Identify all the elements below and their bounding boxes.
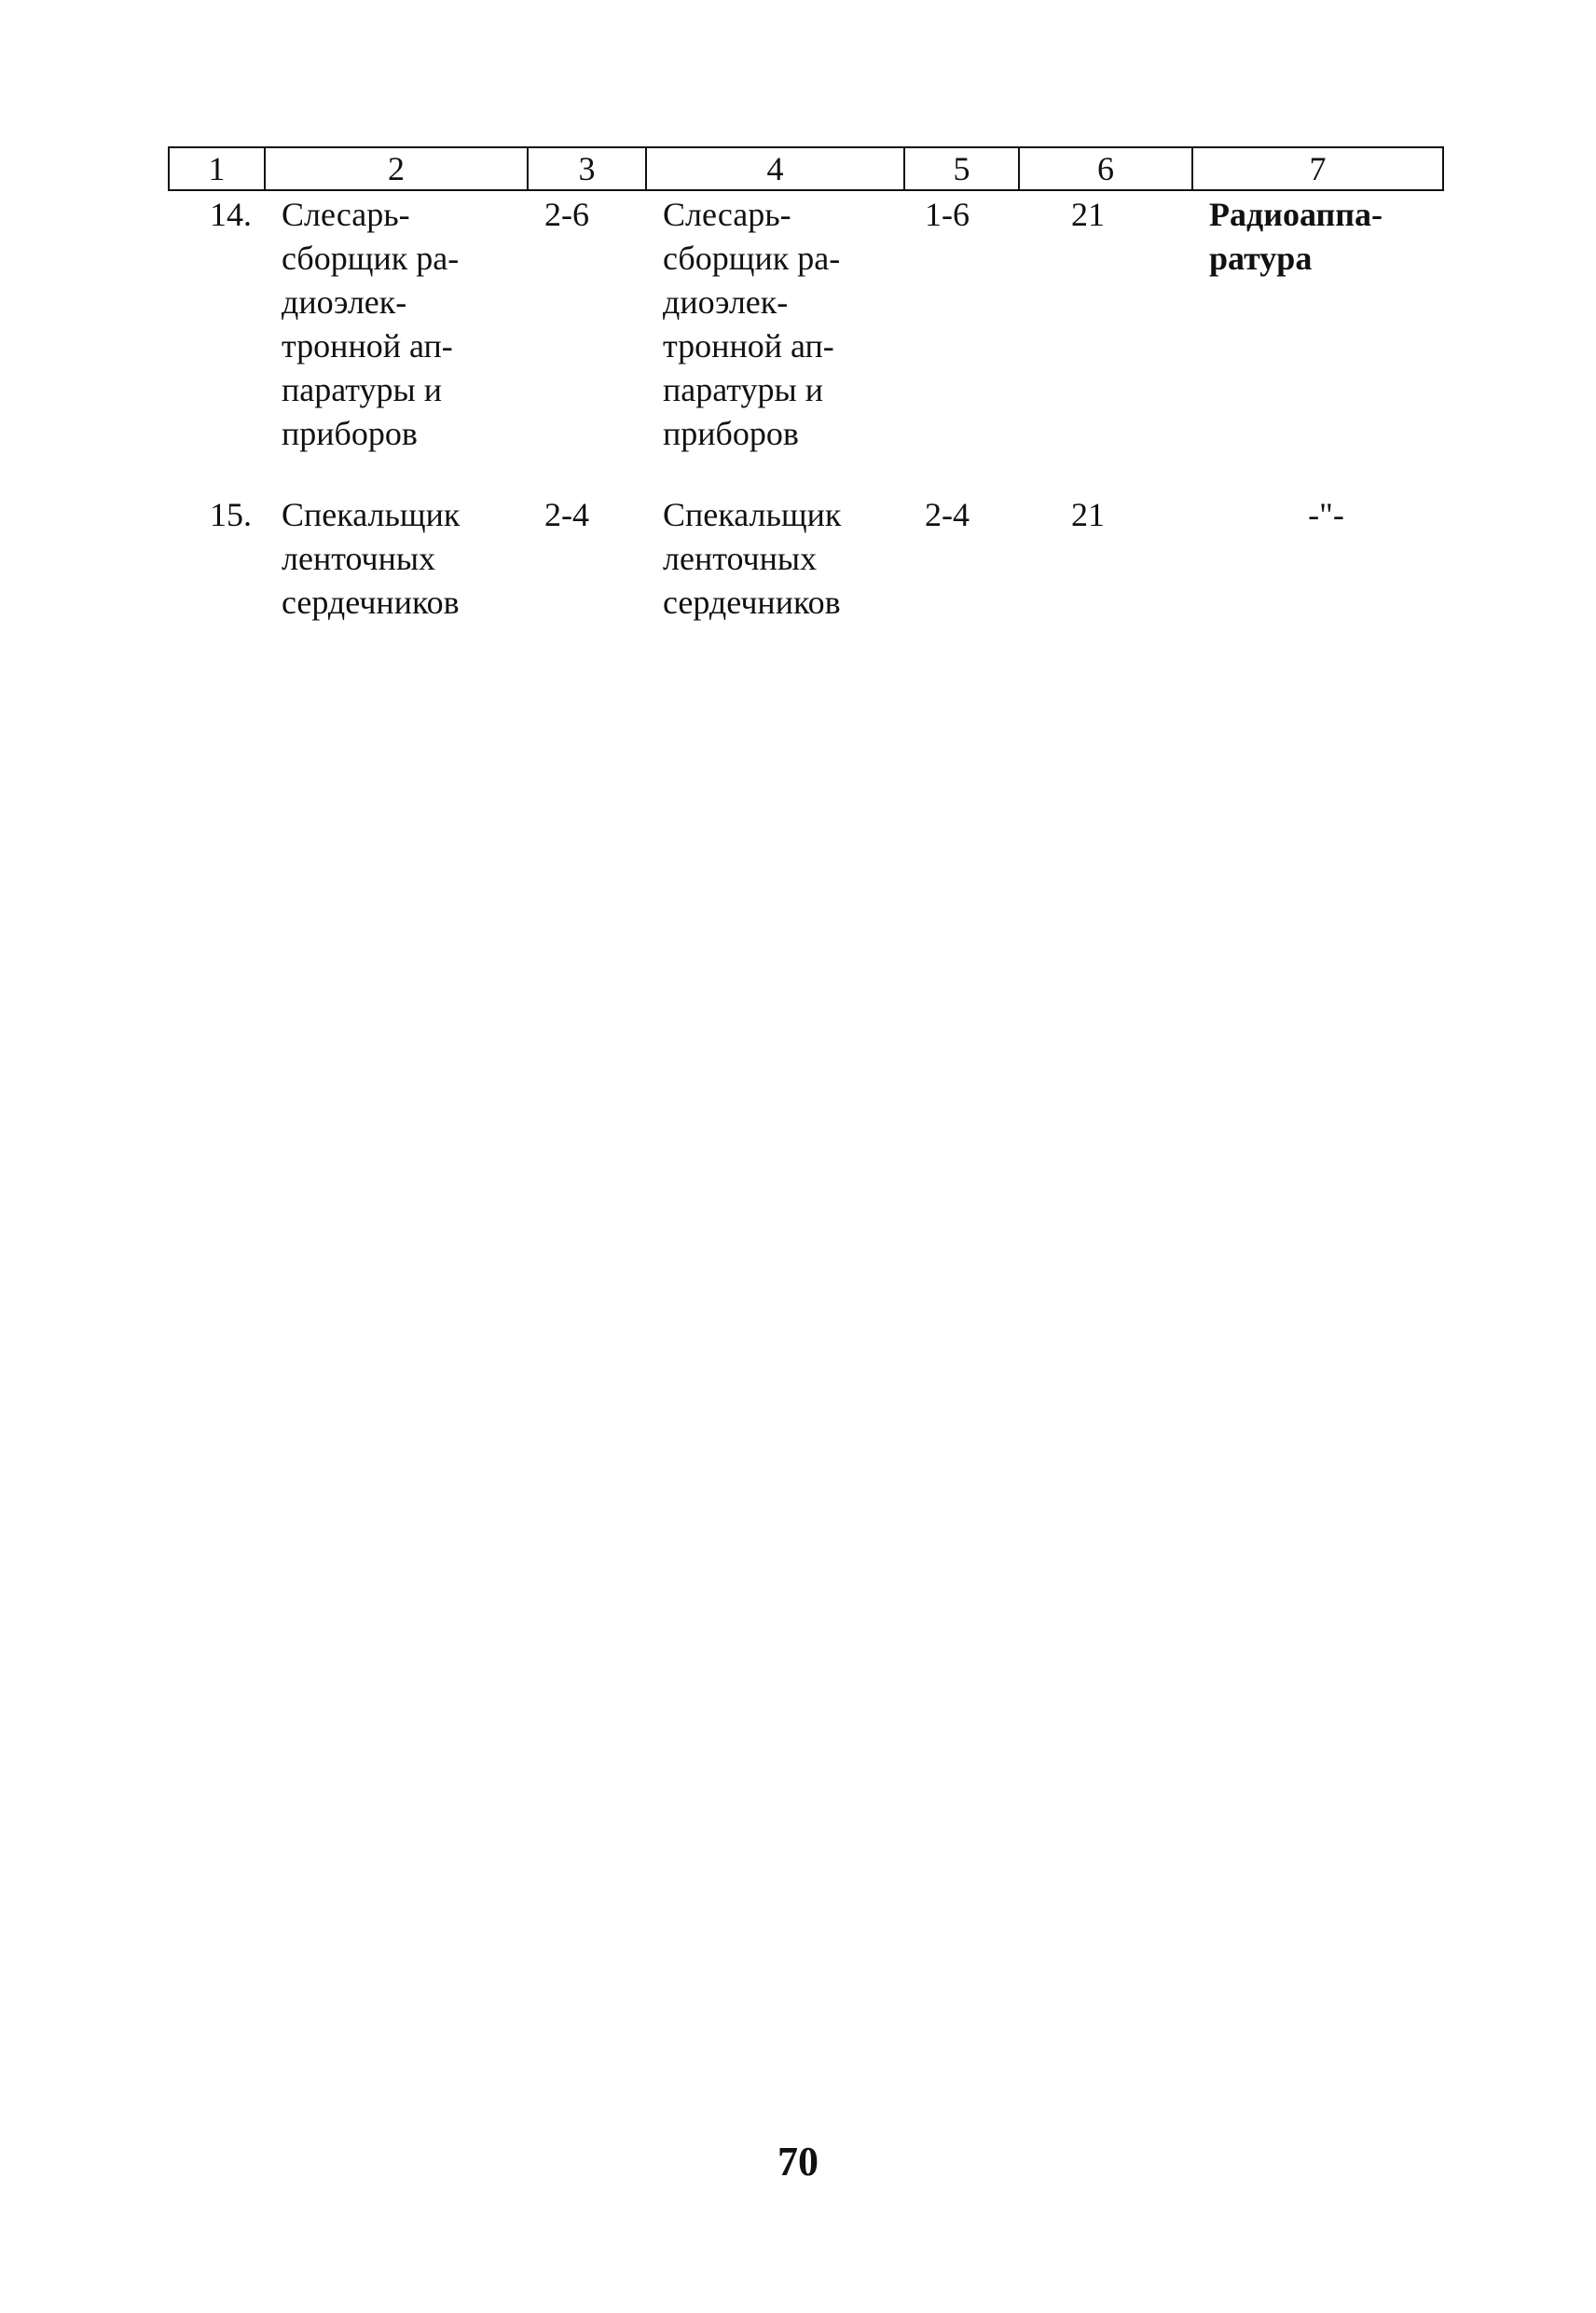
etks-profession-name-text: Спекальщик ленточных сердечников [663, 496, 842, 621]
row-number-text: 14. [210, 196, 252, 233]
table-row [169, 190, 1443, 493]
header-col-6: 6 [1019, 147, 1192, 190]
etks-profession-name-text: Слесарь- сборщик ра- диоэлек- тронной ап- паратуры и приборов [663, 196, 841, 452]
table-row [169, 493, 1443, 625]
etks-profession-name [646, 493, 904, 625]
grade-range-text: 2-6 [544, 196, 589, 233]
header-row [169, 147, 1443, 190]
table-header [169, 147, 1443, 190]
grade-range [528, 190, 646, 493]
header-col-2: 2 [265, 147, 528, 190]
etks-grade-range-text: 1-6 [925, 196, 970, 233]
issue-code [1019, 493, 1192, 625]
issue-code-text: 21 [1071, 496, 1105, 533]
etks-grade-range [904, 493, 1019, 625]
profession-name-text: Слесарь- сборщик ра- диоэлек- тронной ап- паратуры и приборов [282, 196, 460, 452]
header-col-1: 1 [169, 147, 265, 190]
header-col-5: 5 [904, 147, 1019, 190]
page-number: 70 [777, 2139, 819, 2184]
section-name [1192, 493, 1443, 625]
etks-profession-name [646, 190, 904, 493]
profession-name [265, 190, 528, 493]
profession-name [265, 493, 528, 625]
row-number [169, 190, 265, 493]
issue-code-text: 21 [1071, 196, 1105, 233]
etks-grade-range [904, 190, 1019, 493]
profession-name-text: Спекальщик ленточных сердечников [282, 496, 461, 621]
row-number-text: 15. [210, 496, 252, 533]
grade-range-text: 2-4 [544, 496, 589, 533]
section-name [1192, 190, 1443, 493]
table-body [169, 190, 1443, 625]
etks-grade-range-text: 2-4 [925, 496, 970, 533]
header-col-7: 7 [1192, 147, 1443, 190]
header-col-4: 4 [646, 147, 904, 190]
section-name-text: Радиоаппа- ратура [1209, 196, 1383, 277]
section-ditto-mark: -"- [1308, 496, 1344, 533]
header-col-3: 3 [528, 147, 646, 190]
profession-table [168, 146, 1444, 625]
issue-code [1019, 190, 1192, 493]
grade-range [528, 493, 646, 625]
row-number [169, 493, 265, 625]
